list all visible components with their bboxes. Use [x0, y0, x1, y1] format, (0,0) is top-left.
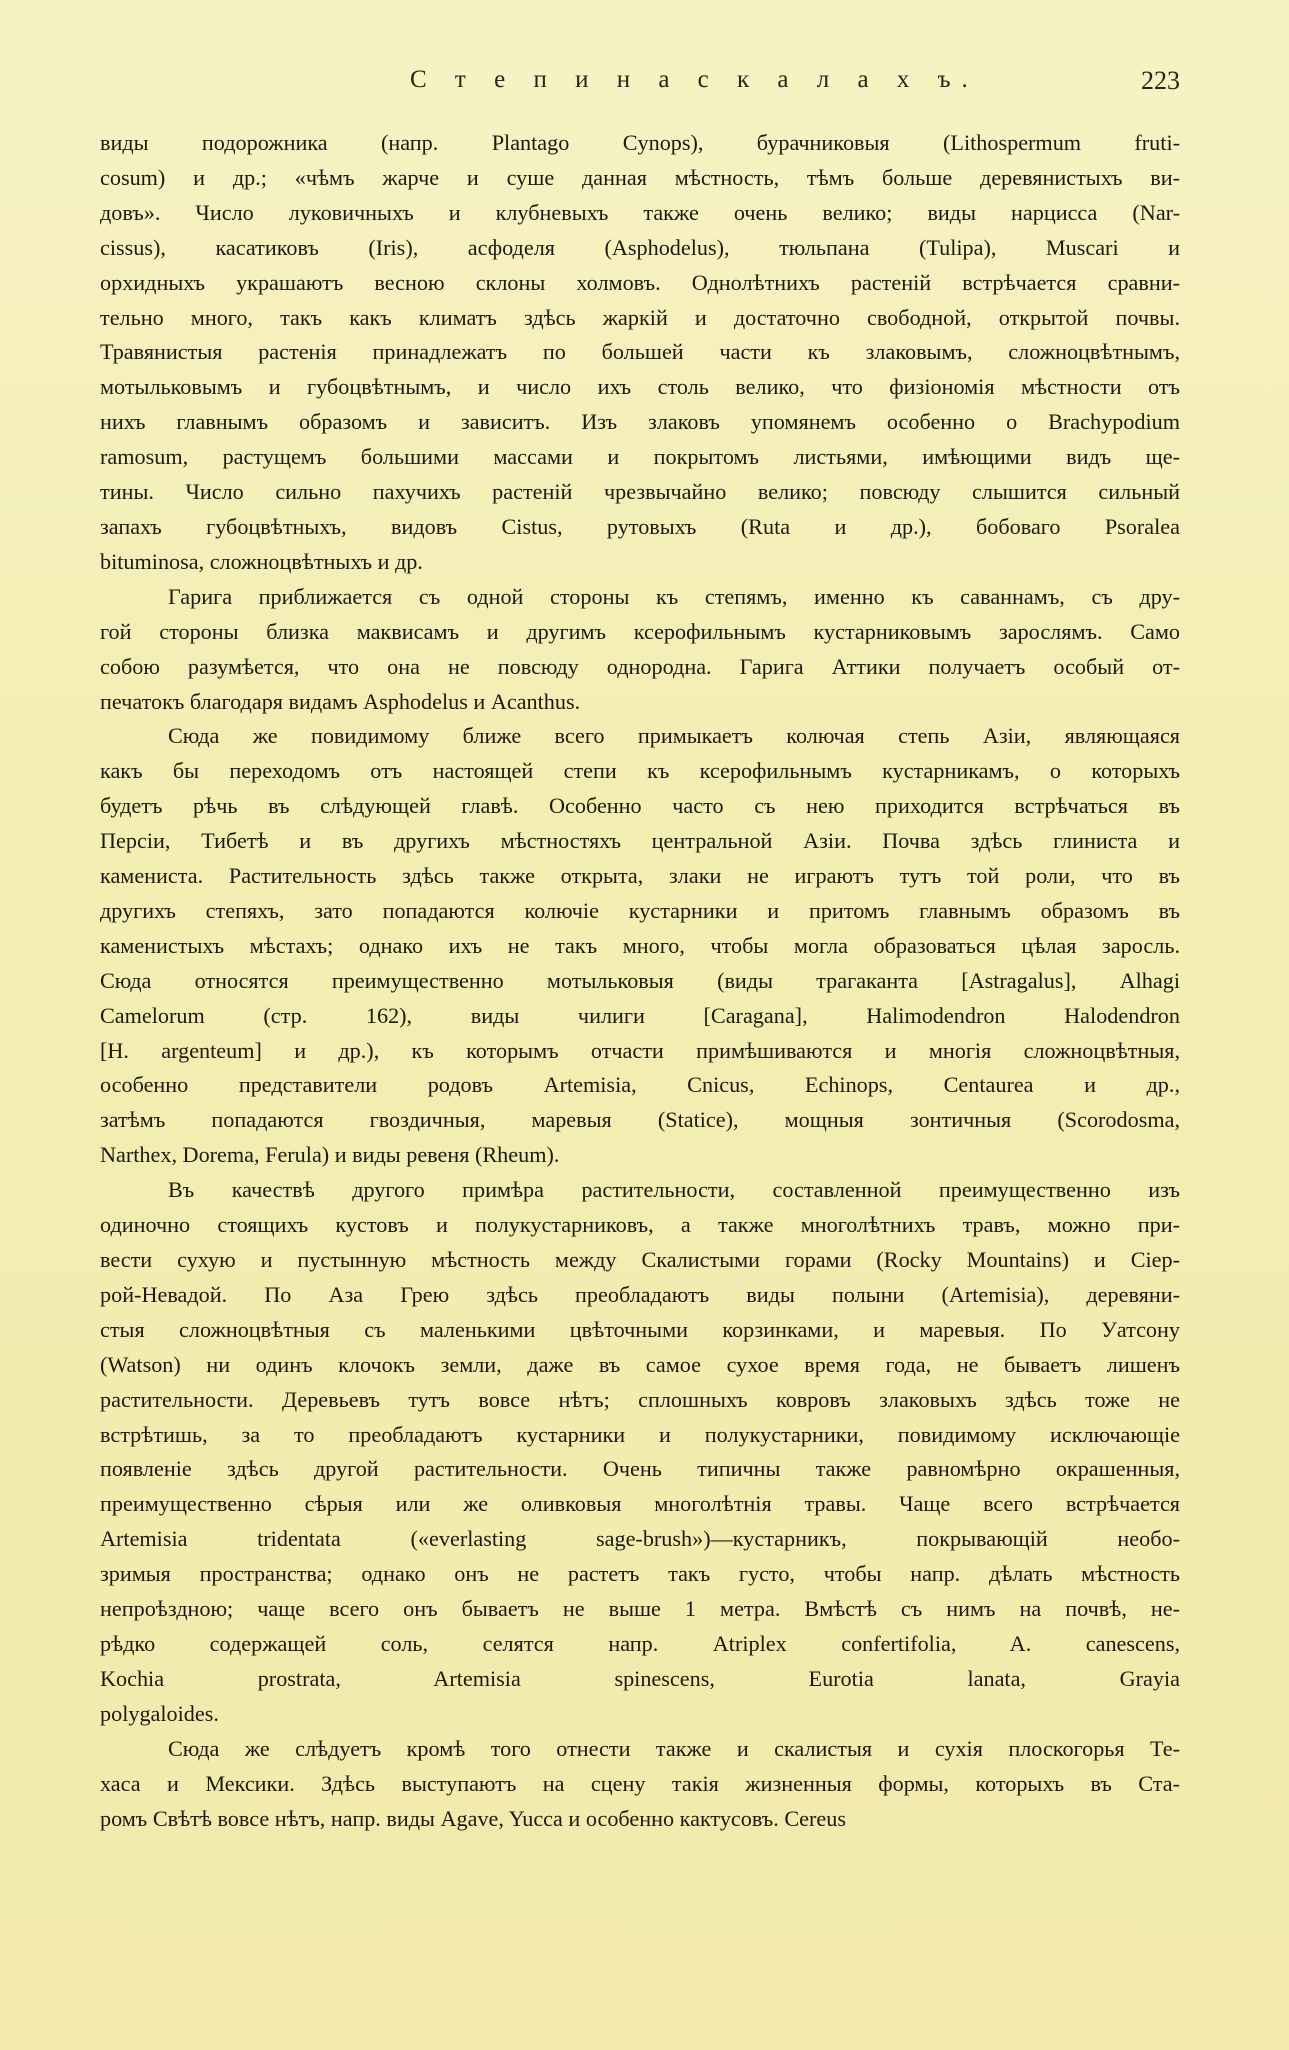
text-line: орхидныхъ украшаютъ весною склоны холмовъ. Однолѣтнихъ растеній встрѣчается сравни-	[100, 269, 1180, 295]
text-line: виды подорожника (напр. Plantago Cynops), бурачниковыя (Lithospermum fruti-	[100, 130, 1180, 155]
text-line: Camelorum (стр. 162), виды чилиги [Caragana], Halimodendron Halodendron	[100, 1002, 1180, 1028]
text-line: рой-Невадой. По Аза Грею здѣсь преобладаютъ виды полыни (Artemisia), деревяни-	[100, 1281, 1180, 1307]
text-line: какъ бы переходомъ отъ настоящей степи къ ксерофильнымъ кустарникамъ, о которыхъ	[100, 758, 1180, 784]
text-line: Kochia prostrata, Artemisia spinescens, Eurotia lanata, Grayia	[100, 1665, 1180, 1691]
text-line: встрѣтишь, за то преобладаютъ кустарники и полукустарники, повидимому исключающіе	[100, 1421, 1180, 1447]
paragraph	[100, 1173, 1180, 1732]
text-line: гой стороны близка маквисамъ и другимъ ксерофильнымъ кустарниковымъ зарослямъ. Само	[100, 618, 1180, 644]
text-line: (Watson) ни одинъ клочокъ земли, даже въ самое сухое время года, не бываетъ лишенъ	[100, 1351, 1180, 1377]
text-line: Въ качествѣ другого примѣра растительности, составленной преимущественно изъ	[168, 1177, 1180, 1203]
text-line: запахъ губоцвѣтныхъ, видовъ Cistus, рутовыхъ (Ruta и др.), бобоваго Psoralea	[100, 513, 1180, 539]
text-line: довъ». Число луковичныхъ и клубневыхъ также очень велико; виды нарцисса (Nar-	[100, 199, 1180, 225]
page-header	[100, 66, 1180, 106]
text-line: камениста. Растительность здѣсь также открыта, злаки не играютъ тутъ той роли, что въ	[100, 863, 1180, 889]
text-line: bituminosa, сложноцвѣтныхъ и др.	[100, 548, 423, 574]
text-line: Сюда же слѣдуетъ кромѣ того отнести также и скалистыя и сухія плоскогорья Те-	[168, 1735, 1180, 1761]
running-title: С т е п и н а с к а л а х ъ.	[410, 66, 979, 93]
text-line: Narthex, Dorema, Ferula) и виды ревеня (Rheum).	[100, 1142, 560, 1168]
text-line: Травянистыя растенія принадлежатъ по большей части къ злаковымъ, сложноцвѣтнымъ,	[100, 339, 1180, 365]
text-line: тины. Число сильно пахучихъ растеній чрезвычайно велико; повсюду слышится сильный	[100, 479, 1180, 505]
paragraph	[100, 719, 1180, 1173]
text-line: другихъ степяхъ, зато попадаются колючіе кустарники и притомъ главнымъ образомъ въ	[100, 897, 1180, 923]
body-text	[100, 126, 1180, 1836]
text-line: особенно представители родовъ Artemisia, Cnicus, Echinops, Centaurea и др.,	[100, 1072, 1180, 1098]
text-line: будетъ рѣчь въ слѣдующей главѣ. Особенно часто съ нею приходится встрѣчаться въ	[100, 793, 1180, 819]
text-line: появленіе здѣсь другой растительности. Очень типичны также равномѣрно окрашенныя,	[100, 1456, 1180, 1482]
text-line: cosum) и др.; «чѣмъ жарче и суше данная мѣстность, тѣмъ больше деревянистыхъ ви-	[100, 164, 1180, 190]
text-line: стыя сложноцвѣтныя съ маленькими цвѣточными корзинками, и маревыя. По Уатсону	[100, 1316, 1180, 1342]
text-line: Artemisia tridentata («everlasting sage-brush»)—кустарникъ, покрывающій необо-	[100, 1526, 1180, 1552]
text-line: непроѣздною; чаще всего онъ бываетъ не выше 1 метра. Вмѣстѣ съ нимъ на почвѣ, не-	[100, 1596, 1180, 1622]
page-number: 223	[1141, 66, 1180, 95]
text-line: преимущественно сѣрыя или же оливковыя многолѣтнія травы. Чаще всего встрѣчается	[100, 1491, 1180, 1517]
text-line: вести сухую и пустынную мѣстность между Скалистыми горами (Rocky Mountains) и Сіер-	[100, 1247, 1180, 1272]
text-line: растительности. Деревьевъ тутъ вовсе нѣтъ; сплошныхъ ковровъ злаковыхъ здѣсь тоже не	[100, 1386, 1180, 1412]
text-line: Сюда же повидимому ближе всего примыкаетъ колючая степь Азіи, являющаяся	[168, 723, 1180, 749]
paragraph	[100, 1732, 1180, 1837]
text-line: одиночно стоящихъ кустовъ и полукустарниковъ, а также многолѣтнихъ травъ, можно при-	[100, 1212, 1180, 1238]
text-line: хаса и Мексики. Здѣсь выступаютъ на сцену такія жизненныя формы, которыхъ въ Ста-	[100, 1770, 1180, 1796]
text-line: Персіи, Тибетѣ и въ другихъ мѣстностяхъ центральной Азіи. Почва здѣсь глиниста и	[100, 828, 1180, 854]
text-line: затѣмъ попадаются гвоздичныя, маревыя (Statice), мощныя зонтичныя (Scorodosma,	[100, 1107, 1180, 1133]
paragraph	[100, 580, 1180, 720]
text-line: нихъ главнымъ образомъ и зависитъ. Изъ злаковъ упомянемъ особенно о Brachypodium	[100, 409, 1180, 435]
text-line: рѣдко содержащей соль, селятся напр. Atriplex confertifolia, A. canescens,	[100, 1630, 1180, 1656]
text-line: зримыя пространства; однако онъ не растетъ такъ густо, чтобы напр. дѣлать мѣстность	[100, 1561, 1180, 1587]
text-line: каменистыхъ мѣстахъ; однако ихъ не такъ много, чтобы могла образоваться цѣлая заросль.	[100, 932, 1180, 958]
text-line: мотыльковымъ и губоцвѣтнымъ, и число ихъ столь велико, что физіономія мѣстности отъ	[100, 374, 1180, 400]
text-line: Гарига приближается съ одной стороны къ степямъ, именно къ саваннамъ, съ дру-	[168, 583, 1180, 609]
text-line: печатокъ благодаря видамъ Asphodelus и Acanthus.	[100, 688, 581, 714]
text-line: ramosum, растущемъ большими массами и покрытомъ листьями, имѣющими видъ щe-	[100, 444, 1180, 470]
text-line: polygaloides.	[100, 1700, 219, 1726]
text-line: cissus), касатиковъ (Iris), асфоделя (Asphodelus), тюльпана (Tulipa), Muscari и	[100, 234, 1180, 260]
text-line: тельно много, такъ какъ климатъ здѣсь жаркій и достаточно свободной, открытой почвы.	[100, 304, 1180, 330]
text-line: [H. argenteum] и др.), къ которымъ отчасти примѣшиваются и многія сложноцвѣтныя,	[100, 1037, 1180, 1063]
text-line: Сюда относятся преимущественно мотыльковыя (виды трагаканта [Astragalus], Alhagi	[100, 967, 1180, 993]
paragraph	[100, 126, 1180, 580]
text-line: ромъ Свѣтѣ вовсе нѣтъ, напр. виды Agave, Yucca и особенно кактусовъ. Cereus	[100, 1805, 846, 1831]
text-line: собою разумѣется, что она не повсюду однородна. Гарига Аттики получаетъ особый от-	[100, 653, 1180, 679]
